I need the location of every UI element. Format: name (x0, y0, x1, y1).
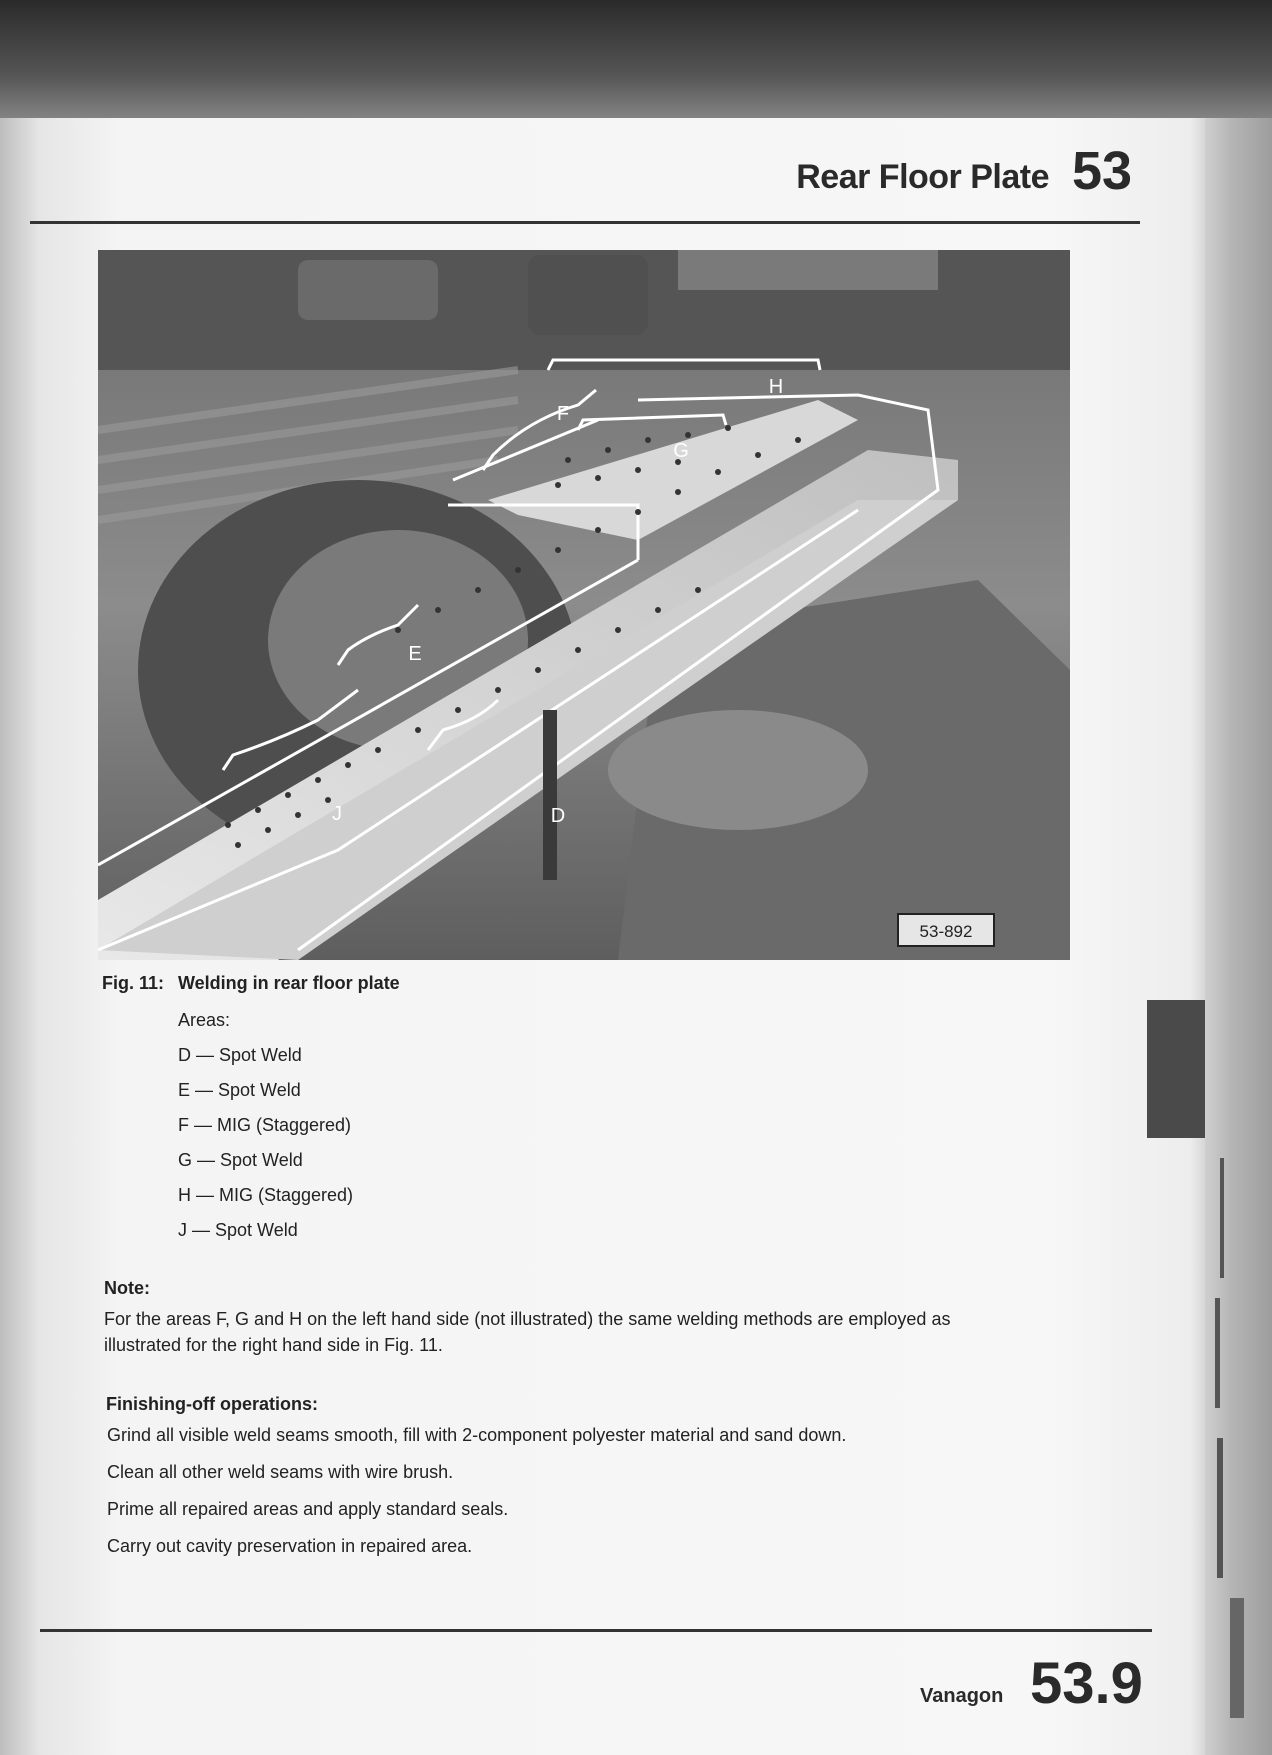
list-item: Prime all repaired areas and apply standard seals. (107, 1499, 509, 1519)
footer-rule (40, 1629, 1152, 1632)
footer-brand: Vanagon (920, 1685, 1004, 1707)
list-item: D — Spot Weld (178, 1045, 302, 1065)
list-item: F — MIG (Staggered) (178, 1115, 352, 1135)
list-item: Clean all other weld seams with wire brush. (107, 1462, 454, 1482)
figure-caption: Welding in rear floor plate (178, 973, 400, 993)
figure-photo (98, 250, 1070, 960)
list-item: G — Spot Weld (178, 1150, 303, 1170)
finishing-steps (107, 1424, 846, 1572)
note-text: For the areas F, G and H on the left hand side (not illustrated) the same welding methods are employed as illustrated for the right hand side in Fig. 11. (104, 1309, 951, 1355)
section-thumb-tab (1147, 1000, 1205, 1138)
page-edge (1205, 118, 1272, 1755)
list-item: Grind all visible weld seams smooth, fill with 2-component polyester material and sand down. (107, 1425, 847, 1445)
finishing-heading: Finishing-off operations: (106, 1394, 318, 1414)
page-number: 53.9 (1030, 1651, 1143, 1716)
areas-label: Areas: (178, 1010, 231, 1030)
callout-f: F (556, 403, 570, 425)
callout-h: H (768, 376, 784, 398)
list-item: H — MIG (Staggered) (178, 1185, 354, 1205)
list-item: Carry out cavity preservation in repaired area. (107, 1536, 473, 1556)
areas-list (178, 1044, 353, 1254)
header-rule (30, 221, 1140, 224)
callout-d: D (550, 805, 566, 827)
chapter-number: 53 (1072, 141, 1133, 201)
callout-e: E (408, 643, 422, 665)
callout-g: G (673, 440, 689, 462)
figure-number: Fig. 11: (102, 973, 165, 993)
list-item: J — Spot Weld (178, 1220, 298, 1240)
scan-background-top (0, 0, 1272, 125)
callout-j: J (332, 803, 342, 825)
list-item: E — Spot Weld (178, 1080, 301, 1100)
note-heading: Note: (104, 1278, 150, 1298)
figure-ref: 53-892 (919, 922, 973, 941)
page-title: Rear Floor Plate (796, 158, 1049, 196)
